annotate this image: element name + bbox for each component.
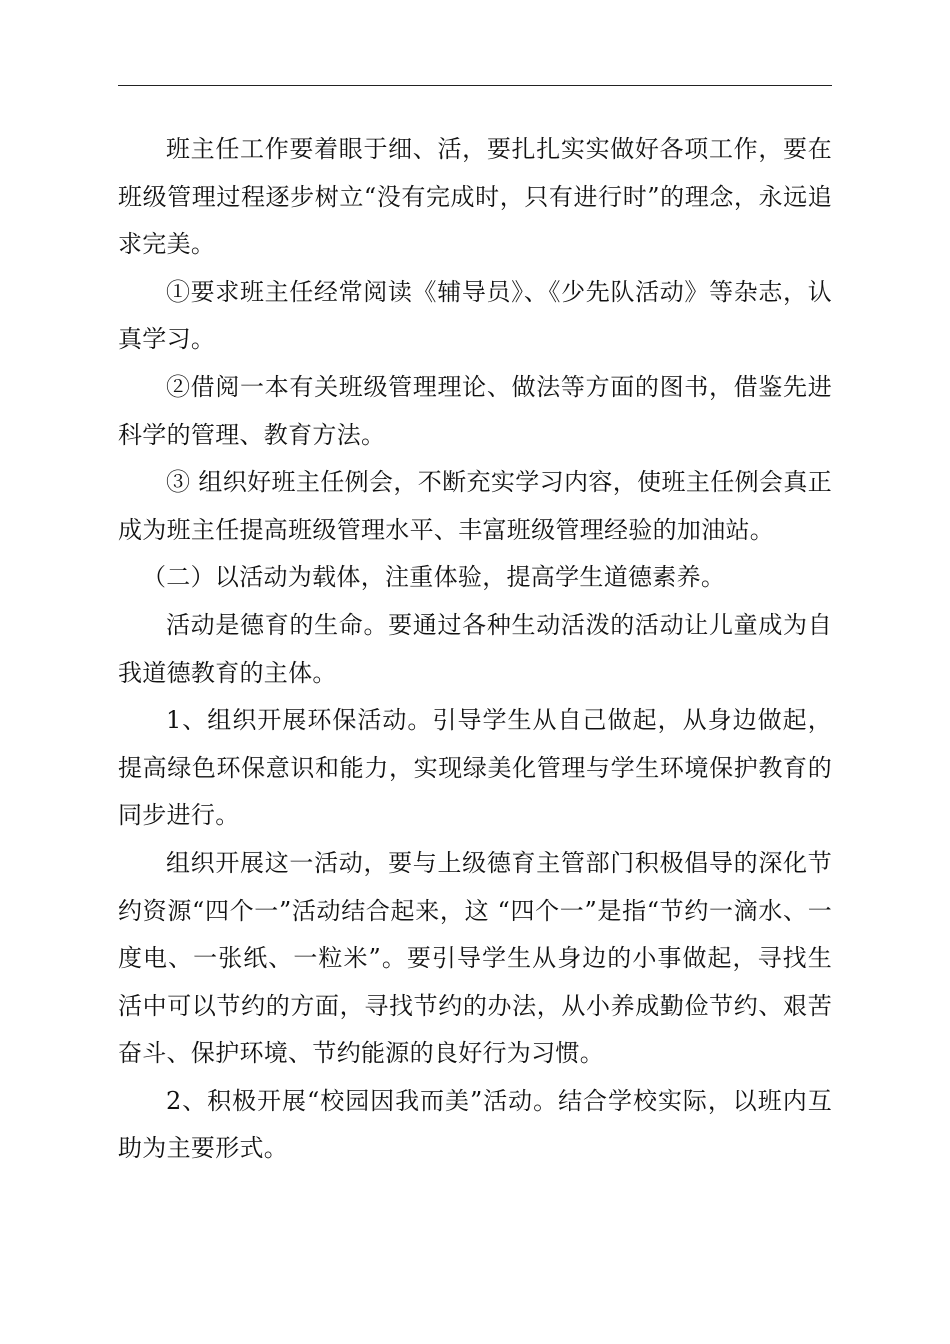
- paragraph-item-2-books: ②借阅一本有关班级管理理论、做法等方面的图书，借鉴先进科学的管理、教育方法。: [118, 372, 832, 449]
- paragraph-activities-life: 活动是德育的生命。要通过各种生动活泼的活动让儿童成为自我道德教育的主体。: [118, 610, 832, 687]
- paragraph-campus-beauty: 2、积极开展“校园因我而美”活动。结合学校实际，以班内互助为主要形式。: [118, 1086, 832, 1163]
- paragraph-item-3-meetings: ③ 组织好班主任例会，不断充实学习内容，使班主任例会真正成为班主任提高班级管理水平、丰富班级管理经验的加油站。: [118, 468, 832, 544]
- section-heading-activities: （二）以活动为载体，注重体验，提高学生道德素养。: [142, 563, 726, 592]
- paragraph-environment-activity: 1、组织开展环保活动。引导学生从自己做起，从身边做起，提高绿色环保意识和能力，实现绿美化管理与学生环境保护教育的同步进行。: [118, 706, 832, 830]
- paragraph-four-ones: 组织开展这一活动，要与上级德育主管部门积极倡导的深化节约资源“四个一”活动结合起来，这 “四个一”是指“节约一滴水、一度电、一张纸、一粒米”。要引导学生从身边的小事做起，寻找生活中可以节约的方面，寻找节约的办法，从小养成勤俭节约、艰苦奋斗、保护环境、节约能源的良好行为习惯。: [118, 848, 832, 1068]
- paragraph-item-1-reading: ①要求班主任经常阅读《辅导员》、《少先队活动》等杂志，认真学习。: [118, 277, 832, 354]
- header-rule: [118, 85, 832, 86]
- document-body: [118, 126, 832, 1173]
- paragraph-class-teacher-work: 班主任工作要着眼于细、活，要扎扎实实做好各项工作，要在班级管理过程逐步树立“没有完成时，只有进行时”的理念，永远追求完美。: [118, 135, 832, 259]
